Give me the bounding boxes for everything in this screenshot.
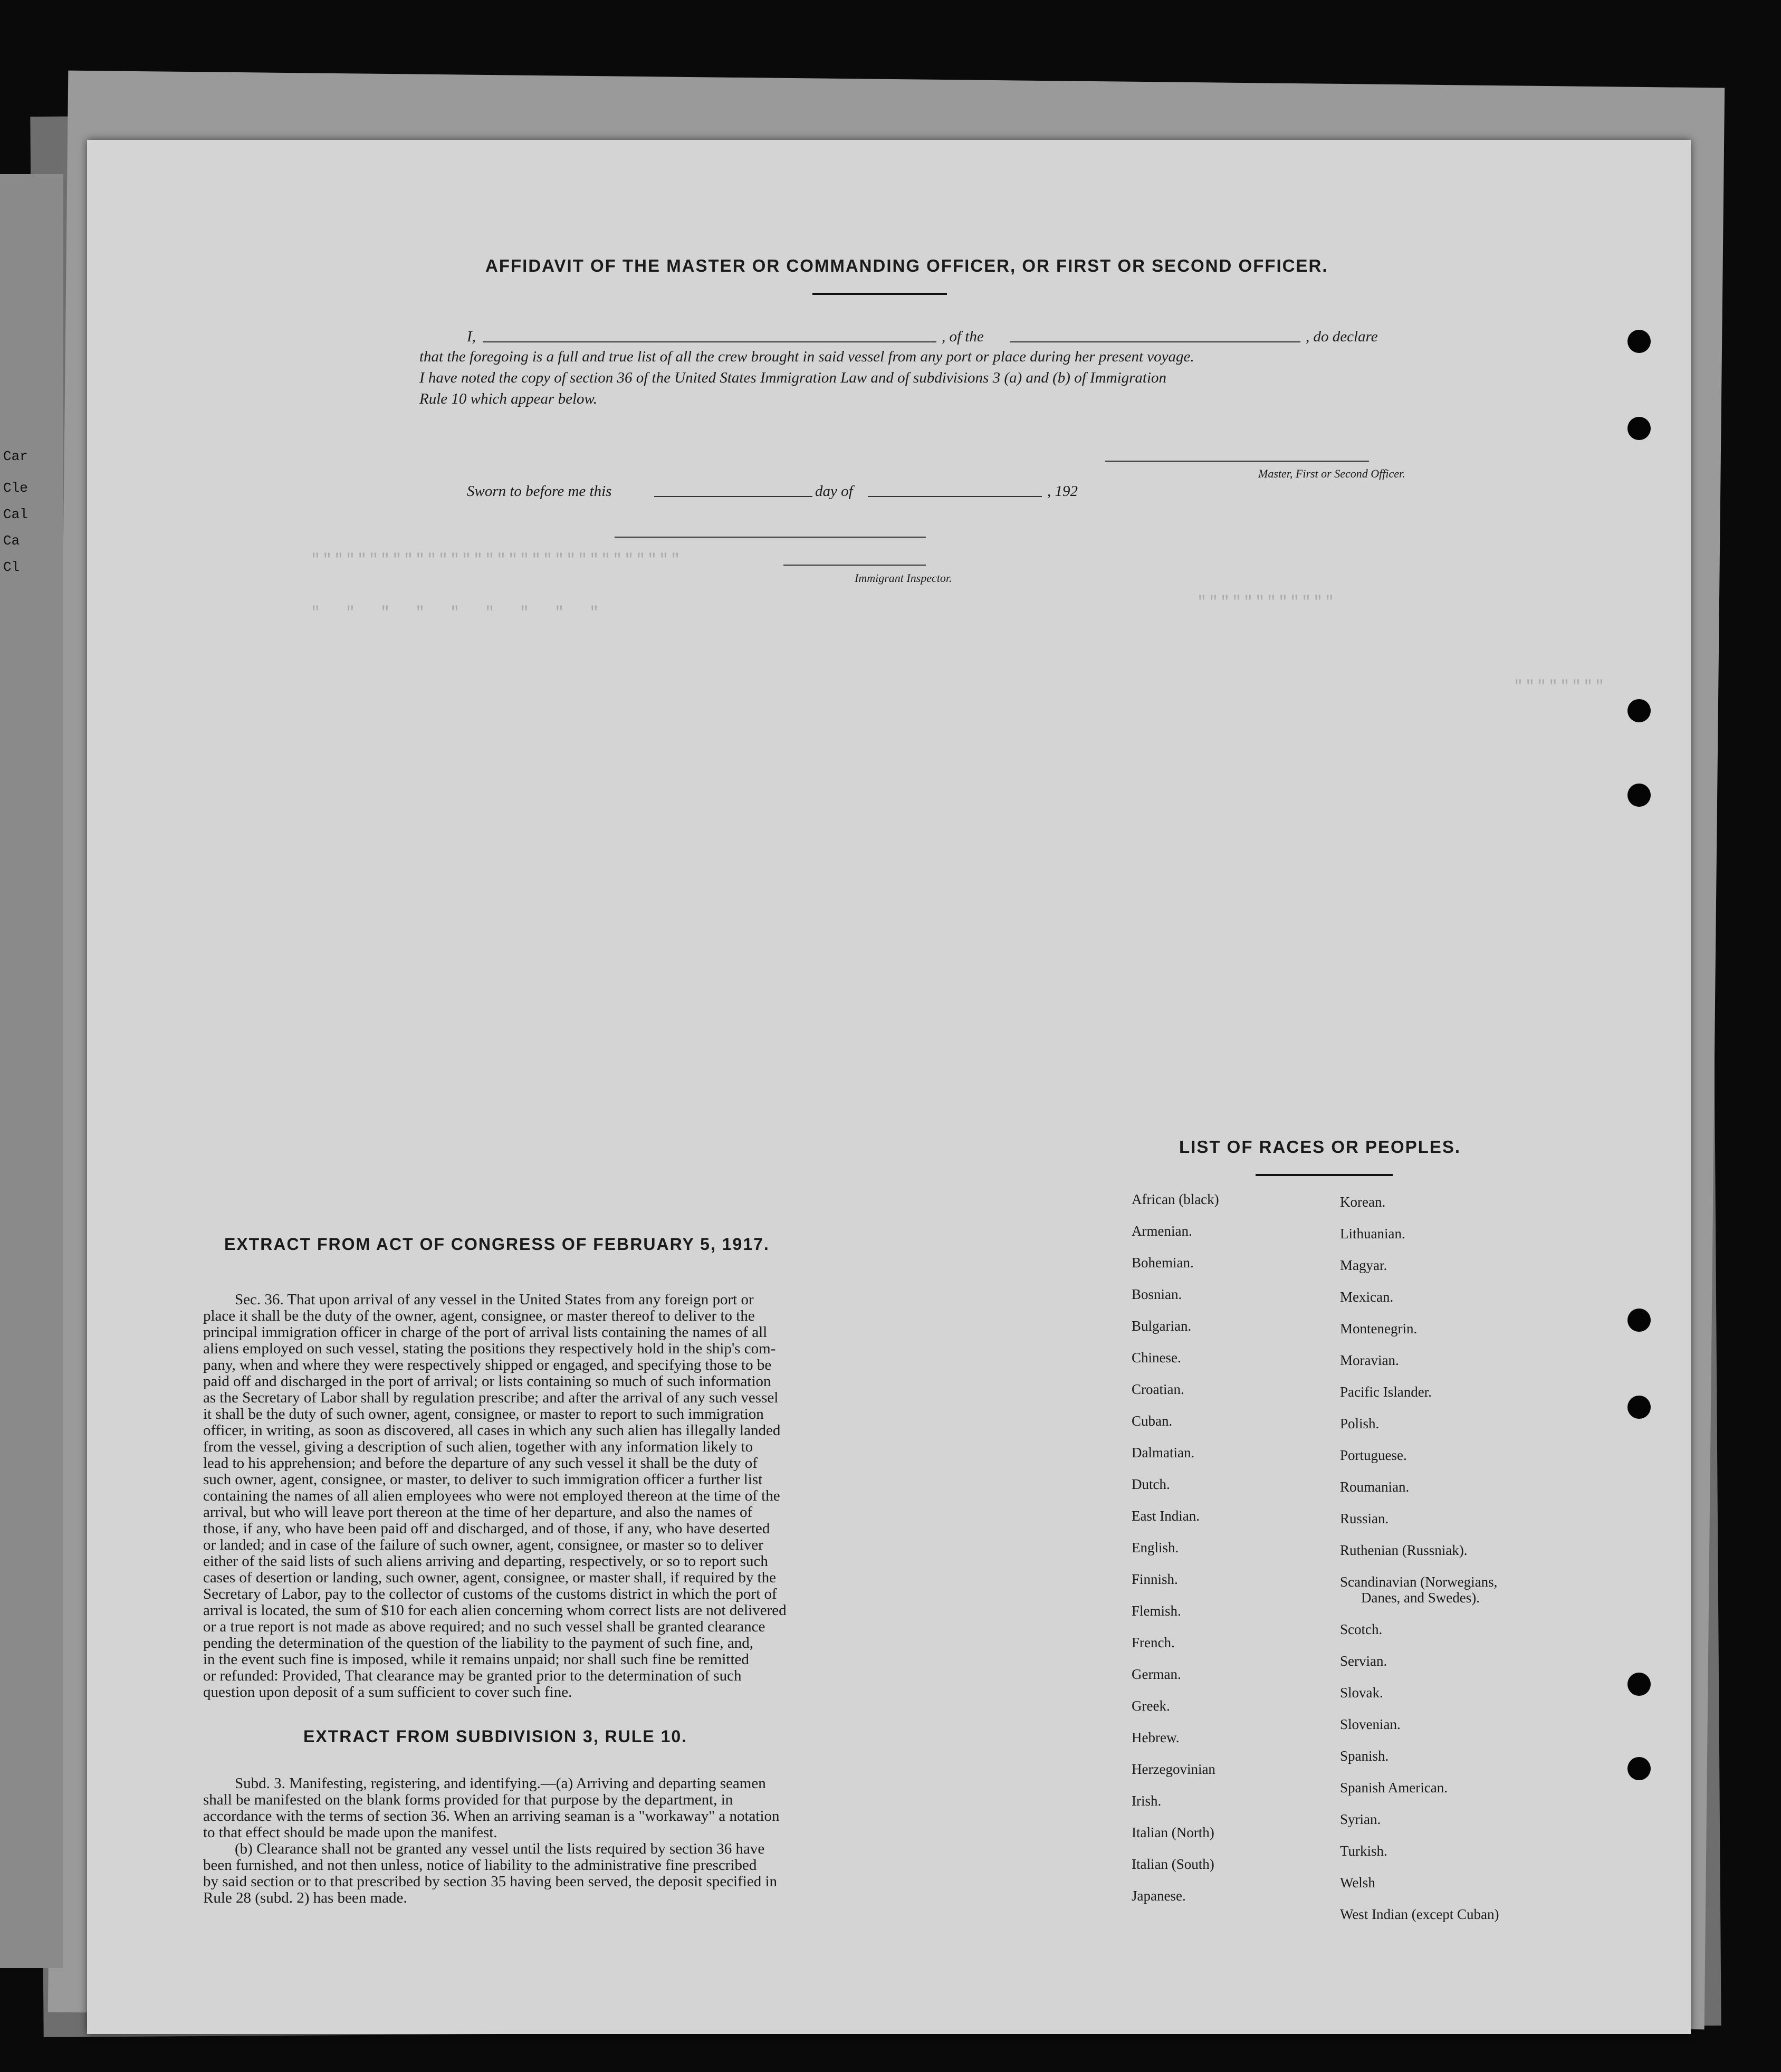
sworn-year: , 192	[1047, 483, 1078, 500]
edge-mark: Cl	[3, 559, 20, 575]
race-item: German.	[1132, 1666, 1181, 1682]
race-item: Dalmatian.	[1132, 1445, 1195, 1460]
name-blank	[483, 341, 936, 342]
rule-line: Rule 28 (subd. 2) has been made.	[203, 1889, 407, 1906]
race-item: Welsh	[1340, 1875, 1375, 1890]
race-item: Finnish.	[1132, 1571, 1178, 1587]
race-item: African (black)	[1132, 1191, 1219, 1207]
affidavit-line-3: I have noted the copy of section 36 of the United States Immigration Law and of subdivisions 3 (a) and (b) of Immigration	[419, 369, 1167, 386]
act-line: those, if any, who have been paid off and discharged, and of those, if any, who have deserted	[203, 1520, 770, 1537]
act-line: principal immigration officer in charge of the port of arrival lists containing the names of all	[203, 1324, 768, 1341]
race-item: Scandinavian (Norwegians,	[1340, 1574, 1498, 1590]
act-line: arrival is located, the sum of $10 for each alien concerning whom correct lists are not delivered	[203, 1602, 787, 1619]
races-left-column	[1132, 1191, 1219, 1920]
race-item: Bulgarian.	[1132, 1318, 1192, 1334]
act-line: arrival, but who will leave port thereon at the time of her departure, and also the names of	[203, 1504, 753, 1521]
binder-hole	[1627, 1757, 1651, 1780]
extract-rule-title: EXTRACT FROM SUBDIVISION 3, RULE 10.	[303, 1727, 688, 1746]
binder-hole	[1627, 1673, 1651, 1696]
rule-line: shall be manifested on the blank forms provided for that purpose by the department, in	[203, 1791, 733, 1808]
act-line: officer, in writing, as soon as discovered, all cases in which any such alien has illegally landed	[203, 1422, 781, 1439]
vessel-blank	[1010, 341, 1300, 342]
race-item: Croatian.	[1132, 1381, 1184, 1397]
act-line: cases of desertion or landing, such owner, agent, consignee, or master shall, if required by the	[203, 1569, 776, 1586]
affidavit-line-4: Rule 10 which appear below.	[419, 390, 597, 407]
bleed-through-text: """"""""""""""""""""""""""""""""	[309, 551, 681, 569]
race-item: Moravian.	[1340, 1352, 1399, 1368]
act-line: Secretary of Labor, pay to the collector of customs of the customs district in which the port of	[203, 1586, 777, 1602]
rule-line: by said section or to that prescribed by section 35 having been served, the deposit specified in	[203, 1873, 778, 1890]
race-item: Slovak.	[1340, 1685, 1383, 1701]
adjacent-page-edge	[0, 174, 63, 1968]
races-title-underline	[1256, 1174, 1393, 1176]
race-item: Lithuanian.	[1340, 1226, 1405, 1242]
race-item: Italian (South)	[1132, 1856, 1214, 1872]
sworn-prefix: Sworn to before me this	[467, 483, 612, 500]
act-line: aliens employed on such vessel, stating the positions they respectively hold in the ship's com-	[203, 1340, 776, 1357]
race-item: Mexican.	[1340, 1289, 1394, 1305]
document-page	[87, 140, 1691, 2034]
bleed-through-text: " " " " " " " " "	[309, 604, 599, 622]
race-item: Russian.	[1340, 1511, 1389, 1526]
race-item: Polish.	[1340, 1416, 1380, 1431]
race-item: Bosnian.	[1132, 1286, 1182, 1302]
edge-mark: Cal	[3, 507, 28, 522]
extract-act-title: EXTRACT FROM ACT OF CONGRESS OF FEBRUARY 5, 1917.	[224, 1235, 770, 1254]
race-item: Bohemian.	[1132, 1255, 1194, 1271]
affidavit-line-2: that the foregoing is a full and true list of all the crew brought in said vessel from any port or place during her present voyage.	[419, 348, 1194, 365]
act-line: lead to his apprehension; and before the departure of any such vessel it shall be the duty of	[203, 1455, 758, 1472]
act-line: as the Secretary of Labor shall by regulation prescribe; and after the arrival of any such vessel	[203, 1389, 779, 1406]
act-line: place it shall be the duty of the owner, agent, consignee, or master thereof to deliver to the	[203, 1307, 755, 1324]
race-item: Flemish.	[1132, 1603, 1181, 1619]
rule-line: (b) Clearance shall not be granted any vessel until the lists required by section 36 have	[235, 1840, 765, 1857]
binder-hole	[1627, 1309, 1651, 1332]
race-item: Dutch.	[1132, 1476, 1170, 1492]
inspector-signature-line-2	[783, 565, 926, 566]
binder-hole	[1627, 330, 1651, 353]
race-item: Montenegrin.	[1340, 1321, 1418, 1336]
rule-line: accordance with the terms of section 36. When an arriving seaman is a "workaway" a notation	[203, 1808, 780, 1825]
act-line: pany, when and where they were respectively shipped or engaged, and specifying those to be	[203, 1357, 772, 1373]
affidavit-title: AFFIDAVIT OF THE MASTER OR COMMANDING OFFICER, OR FIRST OR SECOND OFFICER.	[485, 256, 1328, 275]
race-item: Korean.	[1340, 1194, 1386, 1210]
race-item: Syrian.	[1340, 1811, 1381, 1827]
affidavit-of-the: , of the	[942, 328, 984, 345]
act-line: Sec. 36. That upon arrival of any vessel in the United States from any foreign port or	[235, 1291, 754, 1308]
act-line: or landed; and in case of the failure of such owner, agent, consignee, or master so to deliver	[203, 1536, 763, 1553]
act-line: or a true report is not made as above required; and no such vessel shall be granted clearance	[203, 1618, 765, 1635]
race-item: Hebrew.	[1132, 1730, 1180, 1745]
act-line: paid off and discharged in the port of arrival; or lists containing so much of such information	[203, 1373, 771, 1390]
race-item: Pacific Islander.	[1340, 1384, 1432, 1400]
race-item: Slovenian.	[1340, 1716, 1401, 1732]
master-signature-line	[1105, 461, 1369, 462]
bleed-through-text: """"""""	[1511, 678, 1605, 696]
race-item: Armenian.	[1132, 1223, 1192, 1239]
race-item: Portuguese.	[1340, 1447, 1407, 1463]
race-item: West Indian (except Cuban)	[1340, 1906, 1499, 1922]
extract-rule-body	[203, 1775, 889, 1906]
sworn-day-label: day of	[815, 483, 853, 500]
race-item: Danes, and Swedes).	[1361, 1590, 1480, 1606]
act-line: it shall be the duty of such owner, agent, consignee, or master to report to such immigration	[203, 1406, 764, 1422]
race-item: Irish.	[1132, 1793, 1162, 1809]
sworn-month-blank	[868, 496, 1042, 497]
race-item: Ruthenian (Russniak).	[1340, 1542, 1468, 1558]
affidavit-i: I,	[467, 328, 476, 345]
race-item: Magyar.	[1340, 1257, 1387, 1273]
race-item: Cuban.	[1132, 1413, 1173, 1429]
race-item: Italian (North)	[1132, 1825, 1214, 1840]
act-line: in the event such fine is imposed, while it remains unpaid; nor shall such fine be remitted	[203, 1651, 749, 1668]
act-line: either of the said lists of such aliens arriving and departing, respectively, or so to report such	[203, 1553, 768, 1570]
sworn-day-blank	[654, 496, 812, 497]
title-underline	[812, 293, 947, 295]
race-item: Scotch.	[1340, 1621, 1383, 1637]
race-item: Spanish American.	[1340, 1780, 1448, 1796]
edge-mark: Cle	[3, 480, 28, 496]
extract-act-body	[203, 1292, 889, 1701]
race-item: English.	[1132, 1540, 1179, 1555]
master-caption: Master, First or Second Officer.	[1258, 467, 1405, 480]
act-line: containing the names of all alien employees who were not employed thereon at the time of the	[203, 1487, 780, 1504]
inspector-signature-line-1	[615, 537, 926, 538]
bleed-through-text: """"""""""""	[1195, 594, 1335, 612]
races-title: LIST OF RACES OR PEOPLES.	[1179, 1137, 1461, 1157]
race-item: Japanese.	[1132, 1888, 1186, 1904]
race-item: Herzegovinian	[1132, 1761, 1215, 1777]
affidavit-declare: , do declare	[1306, 328, 1378, 345]
edge-mark: Ca	[3, 533, 20, 549]
act-line: or refunded: Provided, That clearance may be granted prior to the determination of such	[203, 1667, 742, 1684]
rule-line: to that effect should be made upon the manifest.	[203, 1824, 497, 1841]
race-item: Servian.	[1340, 1653, 1387, 1669]
race-item: French.	[1132, 1635, 1175, 1650]
inspector-caption: Immigrant Inspector.	[855, 571, 952, 585]
race-item: Greek.	[1132, 1698, 1170, 1714]
binder-hole	[1627, 1396, 1651, 1419]
races-right-column	[1340, 1194, 1499, 1938]
act-line: from the vessel, giving a description of such alien, together with any information likely to	[203, 1438, 753, 1455]
act-line: pending the determination of the question of the liability to the payment of such fine, and,	[203, 1635, 753, 1651]
act-line: such owner, agent, consignee, or master, to deliver to such immigration officer a further list	[203, 1471, 763, 1488]
race-item: East Indian.	[1132, 1508, 1200, 1524]
edge-mark: Car	[3, 448, 28, 464]
race-item: Turkish.	[1340, 1843, 1387, 1859]
rule-line: been furnished, and not then unless, notice of liability to the administrative fine prescribed	[203, 1857, 757, 1874]
race-item: Roumanian.	[1340, 1479, 1410, 1495]
binder-hole	[1627, 784, 1651, 807]
race-item: Chinese.	[1132, 1350, 1181, 1366]
act-line: question upon deposit of a sum sufficient to cover such fine.	[203, 1684, 572, 1701]
rule-line: Subd. 3. Manifesting, registering, and identifying.—(a) Arriving and departing seamen	[235, 1775, 766, 1792]
binder-hole	[1627, 417, 1651, 440]
race-item: Spanish.	[1340, 1748, 1389, 1764]
binder-hole	[1627, 699, 1651, 722]
